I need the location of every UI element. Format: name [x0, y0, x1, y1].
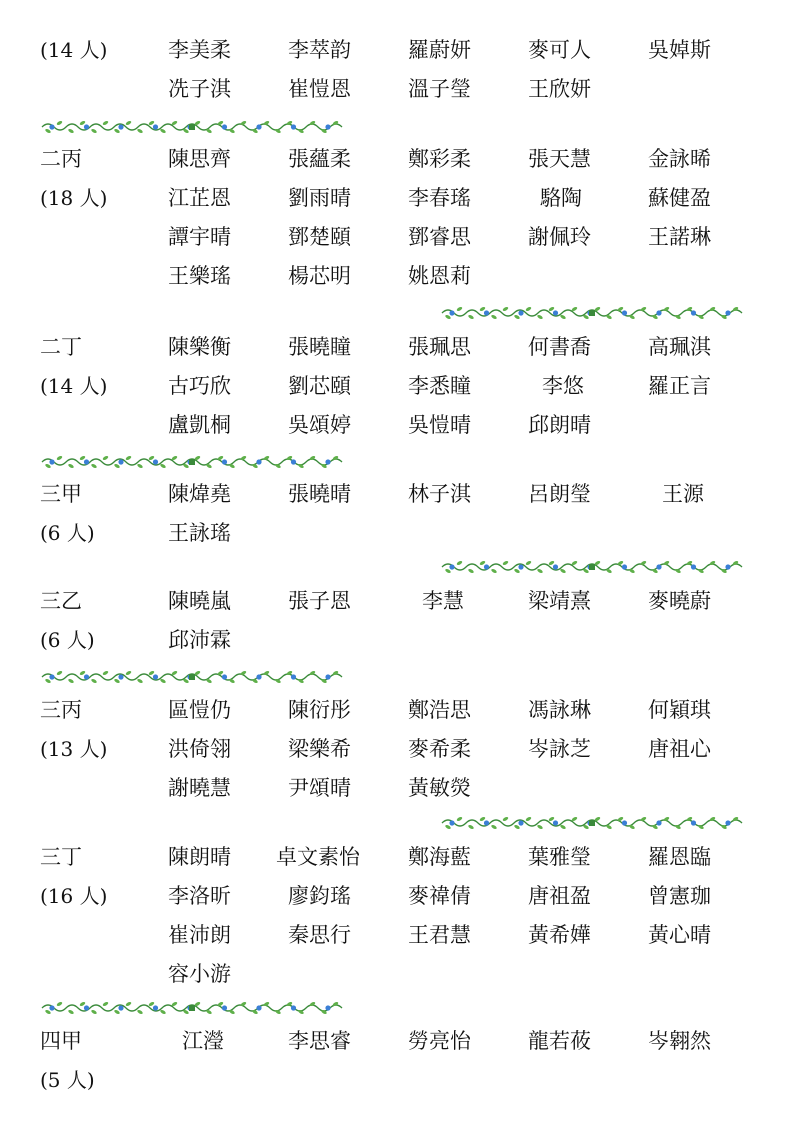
student-name: 李洛昕: [168, 884, 231, 908]
vine-ornament: [40, 118, 344, 136]
student-name: 黃希嬅: [528, 923, 591, 947]
student-name: 何書喬: [528, 335, 591, 359]
student-name: 容小游: [168, 962, 231, 986]
class-block: [0, 475, 800, 553]
student-name: 鄭彩柔: [408, 147, 471, 171]
student-name: 張曉瞳: [288, 335, 351, 359]
class-row: [0, 328, 800, 367]
student-name: 李萃韵: [288, 38, 351, 62]
class-block: [0, 328, 800, 445]
student-name: 楊芯明: [288, 264, 351, 288]
class-row: [0, 955, 800, 994]
student-count: (5 人): [40, 1068, 95, 1092]
class-row: [0, 406, 800, 445]
student-name: 陳思齊: [168, 147, 231, 171]
student-name: 唐祖心: [648, 737, 711, 761]
student-count: (14 人): [40, 38, 108, 62]
student-name: 李春瑤: [408, 186, 471, 210]
student-name: 蘇健盈: [648, 186, 711, 210]
student-count: (14 人): [40, 374, 108, 398]
vine-divider: [40, 453, 344, 471]
student-name: 張天慧: [528, 147, 591, 171]
class-row: [0, 916, 800, 955]
student-name: 李思睿: [288, 1029, 351, 1053]
student-name: 江芷恩: [168, 186, 231, 210]
vine-ornament: [440, 814, 744, 832]
student-name: 麥禕倩: [408, 884, 471, 908]
student-name: 陳曉嵐: [168, 589, 231, 613]
vine-ornament: [40, 668, 344, 686]
class-row: [0, 140, 800, 179]
vine-divider: [40, 999, 344, 1017]
vine-divider: [40, 118, 344, 136]
class-row: [0, 70, 800, 109]
student-name: 邱沛霖: [168, 628, 231, 652]
student-name: 秦思行: [288, 923, 351, 947]
student-name: 邱朗晴: [528, 413, 591, 437]
student-count: (6 人): [40, 521, 95, 545]
student-name: 鄭浩思: [408, 698, 471, 722]
student-name: 卓文素怡: [276, 845, 360, 869]
student-count: (6 人): [40, 628, 95, 652]
student-name: 曾憲珈: [648, 884, 711, 908]
student-name: 吳愷晴: [408, 413, 471, 437]
student-name: 王樂瑤: [168, 264, 231, 288]
class-row: [0, 769, 800, 808]
class-row: [0, 257, 800, 296]
student-name: 劉雨晴: [288, 186, 351, 210]
student-name: 麥希柔: [408, 737, 471, 761]
student-name: 王詠瑤: [168, 521, 231, 545]
student-name: 馮詠琳: [528, 698, 591, 722]
student-name: 梁樂希: [288, 737, 351, 761]
student-name: 張珮思: [408, 335, 471, 359]
student-name: 唐祖盈: [528, 884, 591, 908]
student-name: 廖鈞瑤: [288, 884, 351, 908]
student-name: 張曉晴: [288, 482, 351, 506]
student-name: 李悠: [542, 374, 584, 398]
student-count: (13 人): [40, 737, 108, 761]
student-name: 林子淇: [408, 482, 471, 506]
vine-divider: [40, 668, 344, 686]
student-name: 黃心晴: [648, 923, 711, 947]
class-row: [0, 621, 800, 660]
student-name: 梁靖熹: [528, 589, 591, 613]
vine-divider: [440, 814, 744, 832]
student-name: 何穎琪: [648, 698, 711, 722]
class-block: [0, 31, 800, 109]
student-name: 王欣妍: [528, 77, 591, 101]
student-name: 王源: [662, 482, 704, 506]
student-name: 陳樂衡: [168, 335, 231, 359]
class-label: 二丙: [40, 147, 82, 171]
student-name: 陳朗晴: [168, 845, 231, 869]
vine-ornament: [40, 453, 344, 471]
student-name: 謝佩玲: [528, 225, 591, 249]
class-row: [0, 691, 800, 730]
student-name: 張蘊柔: [288, 147, 351, 171]
vine-ornament: [440, 304, 744, 322]
student-name: 鄭海藍: [408, 845, 471, 869]
student-name: 陳衍彤: [288, 698, 351, 722]
student-name: 溫子瑩: [408, 77, 471, 101]
student-name: 鄧睿思: [408, 225, 471, 249]
class-row: [0, 1061, 800, 1100]
class-block: [0, 691, 800, 808]
class-block: [0, 1022, 800, 1100]
vine-ornament: [440, 558, 744, 576]
class-row: [0, 31, 800, 70]
vine-divider: [440, 558, 744, 576]
student-name: 吳婥斯: [648, 38, 711, 62]
student-name: 王君慧: [408, 923, 471, 947]
student-name: 王諾琳: [648, 225, 711, 249]
student-name: 駱陶: [540, 186, 582, 210]
student-name: 李美柔: [168, 38, 231, 62]
vine-ornament: [40, 999, 344, 1017]
class-row: [0, 475, 800, 514]
class-row: [0, 877, 800, 916]
class-row: [0, 367, 800, 406]
class-row: [0, 838, 800, 877]
student-name: 姚恩莉: [408, 264, 471, 288]
student-name: 張子恩: [288, 589, 351, 613]
student-name: 麥可人: [528, 38, 591, 62]
student-name: 李慧: [422, 589, 464, 613]
class-row: [0, 514, 800, 553]
class-block: [0, 140, 800, 296]
class-block: [0, 582, 800, 660]
student-name: 冼子淇: [168, 77, 231, 101]
student-name: 譚宇晴: [168, 225, 231, 249]
class-label: 二丁: [40, 335, 82, 359]
student-name: 呂朗瑩: [528, 482, 591, 506]
student-name: 岑詠芝: [528, 737, 591, 761]
class-row: [0, 218, 800, 257]
class-row: [0, 582, 800, 621]
student-name: 崔沛朗: [168, 923, 231, 947]
student-name: 陳煒堯: [168, 482, 231, 506]
student-name: 勞亮怡: [408, 1029, 471, 1053]
vine-divider: [440, 304, 744, 322]
student-name: 尹頌晴: [288, 776, 351, 800]
student-name: 岑翱然: [648, 1029, 711, 1053]
student-name: 葉雅瑩: [528, 845, 591, 869]
student-name: 羅正言: [648, 374, 711, 398]
student-name: 麥曉蔚: [648, 589, 711, 613]
class-row: [0, 730, 800, 769]
class-label: 三丙: [40, 698, 82, 722]
student-name: 李悉瞳: [408, 374, 471, 398]
student-count: (16 人): [40, 884, 108, 908]
student-name: 羅蔚妍: [408, 38, 471, 62]
class-label: 三丁: [40, 845, 82, 869]
student-name: 劉芯頤: [288, 374, 351, 398]
class-label: 三乙: [40, 589, 82, 613]
student-name: 洪倚翎: [168, 737, 231, 761]
student-name: 吳頌婷: [288, 413, 351, 437]
student-name: 盧凱桐: [168, 413, 231, 437]
student-name: 金詠晞: [648, 147, 711, 171]
student-name: 龍若莜: [528, 1029, 591, 1053]
student-name: 黃敏熒: [408, 776, 471, 800]
class-label: 四甲: [40, 1029, 82, 1053]
class-row: [0, 1022, 800, 1061]
student-name: 高珮淇: [648, 335, 711, 359]
class-label: 三甲: [40, 482, 82, 506]
student-count: (18 人): [40, 186, 108, 210]
student-name: 崔愷恩: [288, 77, 351, 101]
student-name: 江瀅: [182, 1029, 224, 1053]
student-name: 古巧欣: [168, 374, 231, 398]
student-name: 鄧楚頤: [288, 225, 351, 249]
student-name: 謝曉慧: [168, 776, 231, 800]
class-row: [0, 179, 800, 218]
student-name: 羅恩臨: [648, 845, 711, 869]
class-block: [0, 838, 800, 994]
student-name: 區愷仍: [168, 698, 231, 722]
